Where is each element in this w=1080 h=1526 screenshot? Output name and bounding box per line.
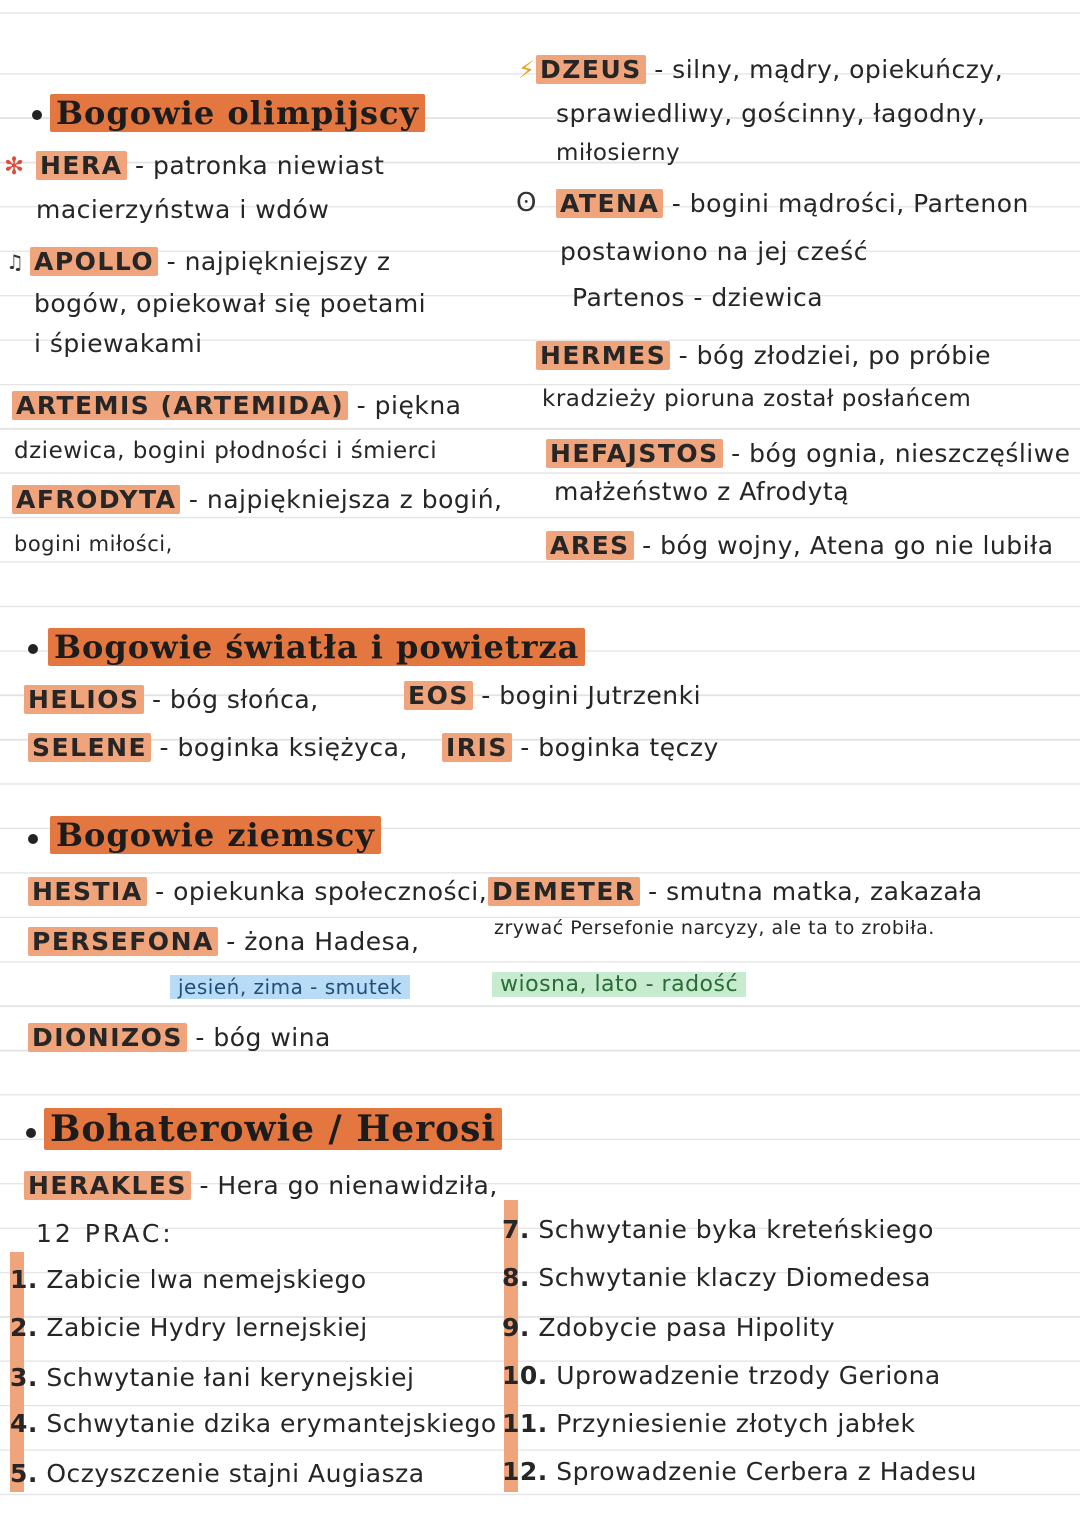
music-note-icon: ♫ [6,250,24,274]
afrodyta-line-1: AFRODYTA - najpiękniejsza z bogiń, [12,486,503,515]
labor-item: 1. Zabicie lwa nemejskiego [10,1265,367,1294]
labor-item: 4. Schwytanie dzika erymantejskiego [10,1409,497,1438]
iris-line: IRIS - boginka tęczy [442,734,719,763]
section-heading-earth: Bogowie ziemscy [50,818,381,853]
selene-line: SELENE - boginka księżyca, [28,734,408,763]
hermes-line-2: kradzieży pioruna został posłańcem [542,386,972,412]
ares-line-1: ARES - bóg wojny, Atena go nie lubiła [546,532,1054,561]
hestia-line: HESTIA - opiekunka społeczności, [28,878,487,907]
hefajstos-line-2: małżeństwo z Afrodytą [554,477,850,506]
bullet [28,644,38,654]
bullet [28,834,38,844]
artemis-line-1: ARTEMIS (ARTEMIDA) - piękna [12,392,462,421]
zeus-line-1: DZEUS - silny, mądry, opiekuńczy, [536,56,1003,85]
eos-line: EOS - bogini Jutrzenki [404,682,701,711]
persefona-line: PERSEFONA - żona Hadesa, [28,928,419,957]
labor-item: 12. Sprowadzenie Cerbera z Hadesu [502,1457,977,1486]
atena-line-1: ATENA - bogini mądrości, Partenon [556,190,1029,219]
labor-item: 7. Schwytanie byka kreteńskiego [502,1215,934,1244]
labor-item: 9. Zdobycie pasa Hipolity [502,1313,836,1342]
lightning-icon: ⚡ [518,56,535,84]
apollo-line-2: bogów, opiekował się poetami [34,289,427,318]
prace-label: 12 PRAC: [36,1219,174,1248]
section-heading-heroes: Bohaterowie / Herosi [44,1110,502,1150]
atena-line-2: postawiono na jej cześć [560,237,868,266]
bullet [32,110,42,120]
zeus-line-2: sprawiedliwy, gościnny, łagodny, [556,99,986,128]
zeus-line-3: miłosierny [556,140,681,166]
section-heading-light: Bogowie światła i powietrza [48,630,585,665]
apollo-line-1: APOLLO - najpiękniejszy z [30,248,390,277]
afrodyta-line-2: bogini miłości, [14,532,173,556]
autumn-note: jesień, zima - smutek [170,976,410,999]
owl-icon: ʘ [516,188,537,218]
labor-item: 8. Schwytanie klaczy Diomedesa [502,1263,931,1292]
labor-item: 10. Uprowadzenie trzody Geriona [502,1361,941,1390]
artemis-line-2: dziewica, bogini płodności i śmierci [14,438,438,464]
dionizos-line: DIONIZOS - bóg wina [28,1024,331,1053]
hermes-line-1: HERMES - bóg złodziei, po próbie [536,342,991,371]
labor-item: 5. Oczyszczenie stajni Augiasza [10,1459,425,1488]
apollo-line-3: i śpiewakami [34,329,203,358]
person-icon: ✻ [4,152,25,180]
atena-line-3: Partenos - dziewica [572,283,824,312]
labor-item: 11. Przyniesienie złotych jabłek [502,1409,916,1438]
labor-item: 3. Schwytanie łani kerynejskiej [10,1363,415,1392]
hera-line-1: HERA - patronka niewiast [36,152,384,181]
bullet [26,1128,36,1138]
demeter-line-1: DEMETER - smutna matka, zakazała [488,878,983,907]
spring-note: wiosna, lato - radość [492,972,746,997]
labor-item: 2. Zabicie Hydry lernejskiej [10,1313,368,1342]
helios-line: HELIOS - bóg słońca, [24,686,319,715]
herakles-line: HERAKLES - Hera go nienawidziła, [24,1172,498,1201]
section-heading-olympic: Bogowie olimpijscy [50,96,425,131]
hera-line-2: macierzyństwa i wdów [36,195,330,224]
demeter-line-2: zrywać Persefonie narcyzy, ale ta to zrobiła. [494,917,935,939]
hefajstos-line-1: HEFAJSTOS - bóg ognia, nieszczęśliwe [546,440,1071,469]
